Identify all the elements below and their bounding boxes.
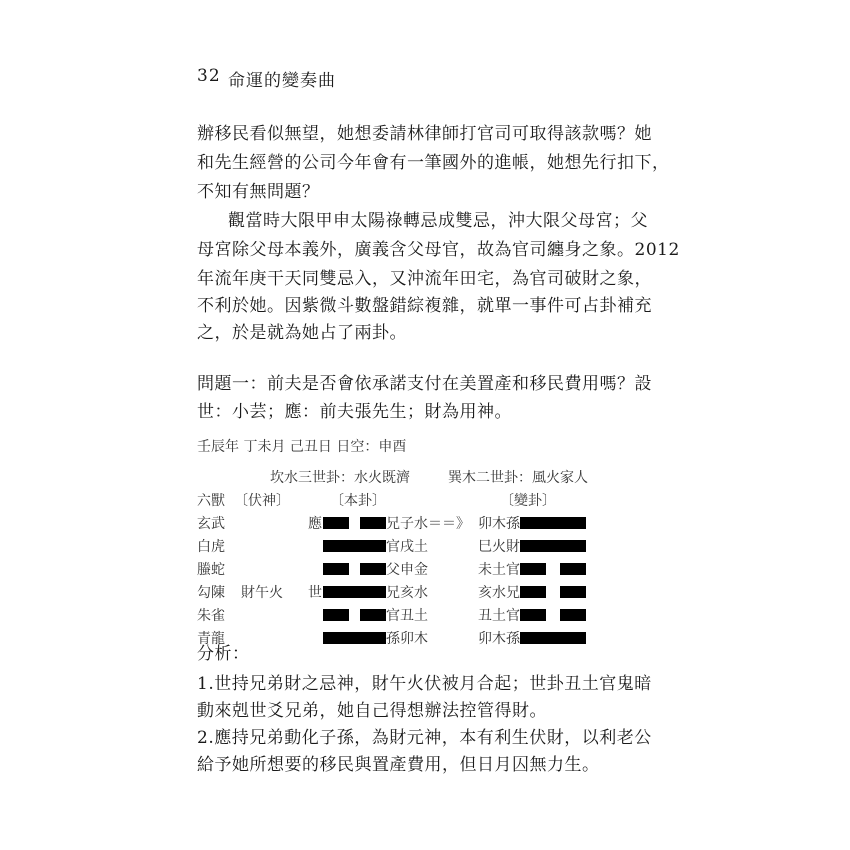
book-title: 命運的變奏曲 [228,71,336,91]
intro-line-2: 和先生經營的公司今年會有一筆國外的進帳，她想先行扣下， [197,153,670,173]
main-yin-line-right [360,563,386,575]
point-1-line-1: 1.世持兄弟財之忌神，財午火伏被月合起；世卦丑土官鬼暗 [197,674,652,694]
main-yin-line-right [360,517,386,529]
intro-line-1: 辦移民看似無望，她想委請林律師打官司可取得該款嗎？她 [197,124,652,144]
paragraph-line-1: 觀當時大限甲申太陽祿轉忌成雙忌，沖大限父母宮；父 [228,211,648,231]
paragraph-line-5: 之，於是就為她占了兩卦。 [197,323,407,343]
hidden-spirit-label: 財午火 [241,585,283,601]
paragraph-line-3: 年流年庚干天同雙忌入，又沖流年田宅，為官司破財之象， [197,269,652,289]
changed-yin-line-right [560,563,586,575]
changed-line-label: 巳火財 [478,539,520,555]
main-line-label: 官丑土 [386,608,428,624]
main-yang-line [323,540,386,552]
main-yang-line [323,632,386,644]
main-line-label: 兄亥水 [386,585,428,601]
changed-yin-line-right [560,609,586,621]
world-response-marker: 世 [308,585,322,601]
hidden-spirit-header: 〔伏神〕 [234,493,290,509]
question-line-1: 問題一：前夫是否會依承諾支付在美置產和移民費用嗎？設 [197,374,652,394]
point-2-line-2: 給予她所想要的移民與置產費用，但日月囚無力生。 [197,755,600,775]
changed-hexagram-header: 〔變卦〕 [500,493,556,509]
main-line-label: 兄子水 [386,516,428,532]
world-response-marker: 應 [308,516,322,532]
main-line-label: 官戌土 [386,539,428,555]
six-beast-label: 勾陳 [197,585,225,601]
main-yang-line [323,586,386,598]
changed-yin-line-right [560,586,586,598]
changed-yang-line [520,632,586,644]
main-yin-line-left [323,563,349,575]
main-hexagram-title: 坎水三世卦：水火既濟 [270,470,410,486]
changed-yin-line-left [520,586,546,598]
six-beast-label: 螣蛇 [197,562,225,578]
page-number: 32 [197,66,221,86]
analysis-heading: 分析： [197,644,250,664]
paragraph-line-4: 不利於她。因紫微斗數盤錯綜複雜，就單一事件可占卦補充 [197,296,652,316]
six-beast-label: 青龍 [197,631,225,647]
six-beast-label: 白虎 [197,539,225,555]
changed-line-label: 亥水兄 [478,585,520,601]
six-beasts-header: 六獸 [197,493,225,509]
point-2-line-1: 2.應持兄弟動化子孫，為財元神，本有利生伏財，以利老公 [197,728,652,748]
intro-line-3: 不知有無問題？ [197,182,320,202]
main-yin-line-left [323,609,349,621]
changed-line-label: 丑土官 [478,608,520,624]
six-beast-label: 玄武 [197,516,225,532]
main-yin-line-right [360,609,386,621]
six-beast-label: 朱雀 [197,608,225,624]
main-line-label: 父申金 [386,562,428,578]
question-line-2: 世：小芸；應：前夫張先生；財為用神。 [197,402,512,422]
main-line-label: 孫卯木 [386,631,428,647]
paragraph-line-2: 母宮除父母本義外，廣義含父母官，故為官司纏身之象。2012 [197,240,680,260]
changed-yin-line-left [520,563,546,575]
changed-yang-line [520,540,586,552]
changed-line-label: 卯木孫 [478,516,520,532]
changed-line-label: 卯木孫 [478,631,520,647]
changed-hexagram-title: 巽木二世卦：風火家人 [448,470,588,486]
main-yin-line-left [323,517,349,529]
change-marker: ＝＝》 [428,516,470,532]
main-hexagram-header: 〔本卦〕 [330,493,386,509]
changed-line-label: 未土官 [478,562,520,578]
date-line: 壬辰年 丁未月 己丑日 日空：申酉 [197,439,407,455]
point-1-line-2: 動來剋世爻兄弟，她自己得想辦法控管得財。 [197,701,547,721]
changed-yin-line-left [520,609,546,621]
changed-yang-line [520,517,586,529]
